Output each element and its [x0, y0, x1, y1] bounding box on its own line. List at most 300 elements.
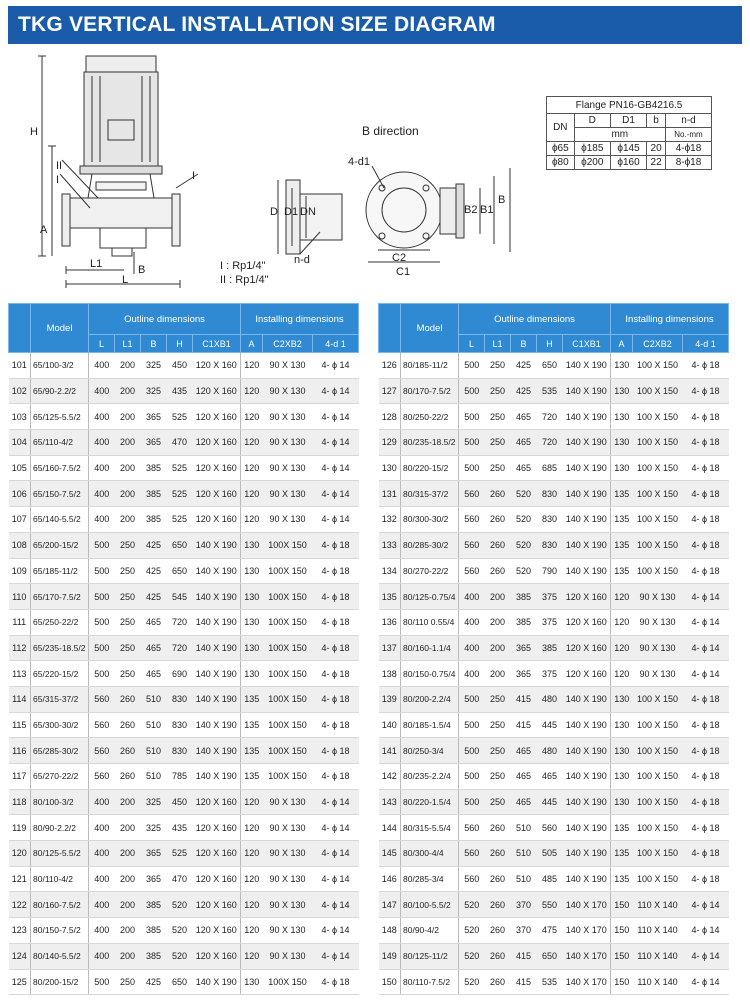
- dimension-cell: 4- ϕ 18: [313, 558, 359, 584]
- dimension-cell: 500: [459, 789, 485, 815]
- model-cell: 80/150-0.75/4: [401, 661, 459, 687]
- model-cell: 80/160-7.5/2: [31, 892, 89, 918]
- dimension-cell: 510: [141, 686, 167, 712]
- dimension-cell: 720: [537, 430, 563, 456]
- dimension-cell: 260: [485, 969, 511, 995]
- dimension-cell: 470: [167, 866, 193, 892]
- dimension-cell: 120 X 160: [193, 507, 241, 533]
- dimension-cell: 110 X 140: [633, 943, 683, 969]
- model-cell: 65/170-7.5/2: [31, 584, 89, 610]
- dimension-cell: 385: [141, 918, 167, 944]
- table-row: [379, 532, 729, 558]
- table-row: [9, 738, 359, 764]
- dimension-cell: 200: [115, 815, 141, 841]
- flange-col-d: D: [574, 114, 610, 128]
- dimension-cell: 325: [141, 815, 167, 841]
- dimension-cell: 110 X 140: [633, 892, 683, 918]
- installation-diagram: [0, 48, 750, 296]
- dimension-cell: 200: [115, 404, 141, 430]
- dimension-cell: 4- ϕ 14: [683, 661, 729, 687]
- dimension-cell: 525: [167, 507, 193, 533]
- dimension-cell: 560: [459, 866, 485, 892]
- model-cell: 80/110-4/2: [31, 866, 89, 892]
- row-number: 148: [379, 918, 401, 944]
- dimension-cell: 510: [511, 866, 537, 892]
- table-row: [379, 686, 729, 712]
- dimension-cell: 415: [511, 969, 537, 995]
- dimension-cell: 130: [241, 558, 263, 584]
- dimension-cell: 135: [241, 764, 263, 790]
- dimension-cell: 400: [89, 918, 115, 944]
- dimension-cell: 520: [511, 532, 537, 558]
- dimension-cell: 260: [485, 481, 511, 507]
- header-A: A: [611, 335, 633, 353]
- model-cell: 80/315-37/2: [401, 481, 459, 507]
- dimension-cell: 135: [241, 712, 263, 738]
- model-cell: 65/235-18.5/2: [31, 635, 89, 661]
- dimension-cell: 140 X 190: [563, 532, 611, 558]
- flange-cell: ϕ200: [574, 156, 610, 170]
- dimension-cell: 400: [89, 430, 115, 456]
- header-B: B: [141, 335, 167, 353]
- header-L: L: [89, 335, 115, 353]
- dimension-cell: 470: [167, 430, 193, 456]
- table-row: [9, 532, 359, 558]
- dimension-cell: 500: [89, 558, 115, 584]
- dimension-cell: 365: [141, 430, 167, 456]
- table-row: [379, 764, 729, 790]
- dimension-cell: 4- ϕ 18: [313, 969, 359, 995]
- dimension-cell: 130: [611, 789, 633, 815]
- dimension-cell: 90 X 130: [263, 481, 313, 507]
- dimension-cell: 4- ϕ 18: [313, 738, 359, 764]
- dimension-cell: 400: [89, 841, 115, 867]
- dimension-cell: 120 X 160: [563, 661, 611, 687]
- dimension-cell: 560: [459, 532, 485, 558]
- dimension-cell: 830: [167, 738, 193, 764]
- dimension-cell: 130: [611, 455, 633, 481]
- table-body-left: [9, 353, 359, 995]
- dimension-cell: 120: [241, 789, 263, 815]
- pump-drawing: [0, 48, 750, 296]
- table-row: [379, 789, 729, 815]
- model-cell: 80/185-1.5/4: [401, 712, 459, 738]
- table-row: [379, 943, 729, 969]
- flange-col-b: b: [647, 114, 666, 128]
- dimension-cell: 90 X 130: [263, 507, 313, 533]
- dimension-cell: 140 X 190: [563, 789, 611, 815]
- model-cell: 80/90-2.2/2: [31, 815, 89, 841]
- dim-DN: DN: [300, 206, 316, 218]
- dimension-cell: 510: [141, 712, 167, 738]
- dimension-cell: 560: [89, 738, 115, 764]
- dimension-cell: 830: [167, 686, 193, 712]
- dimension-cell: 650: [537, 353, 563, 379]
- dimension-cell: 480: [537, 738, 563, 764]
- dimension-cell: 450: [167, 353, 193, 379]
- dimension-cell: 400: [459, 635, 485, 661]
- dimension-cell: 500: [459, 404, 485, 430]
- dimension-cell: 100 X 150: [633, 455, 683, 481]
- dimension-cell: 130: [241, 661, 263, 687]
- dimension-cell: 120 X 160: [193, 918, 241, 944]
- dimension-cell: 400: [89, 481, 115, 507]
- page-title: TKG VERTICAL INSTALLATION SIZE DIAGRAM: [18, 13, 496, 36]
- dimension-cell: 365: [141, 866, 167, 892]
- dimension-cell: 100 X 150: [633, 558, 683, 584]
- dimension-cell: 465: [511, 404, 537, 430]
- table-row: [379, 404, 729, 430]
- dimension-cell: 140 X 190: [193, 635, 241, 661]
- table-row: [9, 378, 359, 404]
- dimension-cell: 140 X 190: [563, 712, 611, 738]
- dimension-cell: 450: [167, 789, 193, 815]
- dimension-cell: 130: [611, 353, 633, 379]
- model-cell: 80/100-3/2: [31, 789, 89, 815]
- dimension-cell: 250: [115, 584, 141, 610]
- model-cell: 65/160-7.5/2: [31, 455, 89, 481]
- dimension-cell: 90 X 130: [263, 378, 313, 404]
- dimension-cell: 130: [611, 764, 633, 790]
- dimension-cell: 140 X 190: [563, 430, 611, 456]
- table-row: [379, 507, 729, 533]
- dimension-cell: 4- ϕ 18: [313, 661, 359, 687]
- dimension-cell: 90 X 130: [263, 918, 313, 944]
- header-C1XB1: C1XB1: [563, 335, 611, 353]
- dimension-cell: 4- ϕ 18: [313, 609, 359, 635]
- model-cell: 65/110-4/2: [31, 430, 89, 456]
- dimension-cell: 425: [511, 353, 537, 379]
- dimension-cell: 4- ϕ 18: [683, 866, 729, 892]
- flange-col-nd: n-d: [666, 114, 712, 128]
- dim-A: A: [40, 224, 48, 236]
- dimension-cell: 790: [537, 558, 563, 584]
- dimension-cell: 135: [611, 558, 633, 584]
- model-cell: 80/110-7.5/2: [401, 969, 459, 995]
- table-row: [379, 378, 729, 404]
- dimension-cell: 120: [611, 609, 633, 635]
- dimension-cell: 120: [241, 918, 263, 944]
- dimension-cell: 90 X 130: [633, 609, 683, 635]
- dimension-cell: 500: [459, 455, 485, 481]
- dimension-cell: 100X 150: [263, 558, 313, 584]
- dimension-cell: 425: [141, 969, 167, 995]
- table-row: [379, 609, 729, 635]
- dimension-cell: 140 X 190: [193, 661, 241, 687]
- table-row: [9, 943, 359, 969]
- flange-cell: 8-ϕ18: [666, 156, 712, 170]
- dimension-cell: 100 X 150: [633, 712, 683, 738]
- dimension-cell: 500: [459, 353, 485, 379]
- dimension-cell: 830: [537, 532, 563, 558]
- row-number: 106: [9, 481, 31, 507]
- dimension-cell: 400: [89, 507, 115, 533]
- dim-D: D: [270, 206, 278, 218]
- dimension-cell: 400: [459, 609, 485, 635]
- dimension-cell: 100 X 150: [633, 789, 683, 815]
- dimension-cell: 4- ϕ 18: [313, 635, 359, 661]
- dimension-cell: 4- ϕ 14: [313, 789, 359, 815]
- dimension-cell: 4- ϕ 14: [313, 353, 359, 379]
- dimension-cell: 4- ϕ 18: [683, 686, 729, 712]
- dimension-cell: 465: [511, 455, 537, 481]
- row-number: 118: [9, 789, 31, 815]
- dimension-cell: 135: [611, 507, 633, 533]
- dimension-cell: 120: [241, 430, 263, 456]
- dimension-cell: 250: [485, 789, 511, 815]
- dimension-cell: 375: [537, 609, 563, 635]
- row-number: 135: [379, 584, 401, 610]
- table-row: [9, 353, 359, 379]
- dimension-cell: 250: [485, 455, 511, 481]
- model-cell: 80/315-5.5/4: [401, 815, 459, 841]
- model-cell: 80/150-7.5/2: [31, 918, 89, 944]
- model-cell: 65/300-30/2: [31, 712, 89, 738]
- dimension-cell: 4- ϕ 14: [313, 507, 359, 533]
- row-number: 130: [379, 455, 401, 481]
- row-number: 114: [9, 686, 31, 712]
- dimension-cell: 260: [485, 507, 511, 533]
- dimension-cell: 150: [611, 943, 633, 969]
- dimension-cell: 4- ϕ 18: [683, 378, 729, 404]
- dimension-cell: 400: [459, 584, 485, 610]
- dimension-cell: 120 X 160: [193, 404, 241, 430]
- dimension-cell: 4- ϕ 14: [683, 892, 729, 918]
- dimension-cell: 830: [167, 712, 193, 738]
- table-row: [9, 841, 359, 867]
- model-cell: 80/200-15/2: [31, 969, 89, 995]
- dimension-cell: 375: [537, 584, 563, 610]
- dimension-cell: 250: [485, 430, 511, 456]
- dimension-cell: 260: [115, 764, 141, 790]
- dimension-cell: 120 X 160: [193, 353, 241, 379]
- dimension-cell: 720: [167, 635, 193, 661]
- dimension-cell: 4- ϕ 18: [683, 353, 729, 379]
- header-model: Model: [31, 304, 89, 353]
- dimension-cell: 150: [611, 969, 633, 995]
- dimension-cell: 465: [511, 789, 537, 815]
- dimension-cell: 90 X 130: [263, 841, 313, 867]
- dimension-cell: 535: [537, 969, 563, 995]
- dimension-cell: 4- ϕ 18: [683, 558, 729, 584]
- dimension-cell: 140 X 190: [563, 686, 611, 712]
- dimension-cell: 365: [511, 661, 537, 687]
- dimension-cell: 260: [485, 918, 511, 944]
- dimension-cell: 120 X 160: [193, 378, 241, 404]
- dimension-cell: 250: [485, 404, 511, 430]
- table-row: [379, 481, 729, 507]
- dimension-cell: 400: [89, 943, 115, 969]
- dimension-cell: 385: [141, 507, 167, 533]
- model-cell: 80/125-5.5/2: [31, 841, 89, 867]
- dimension-cell: 4- ϕ 14: [313, 918, 359, 944]
- dimension-cell: 480: [537, 686, 563, 712]
- dimension-cell: 4- ϕ 18: [683, 738, 729, 764]
- dimension-cell: 4- ϕ 18: [683, 455, 729, 481]
- dimension-cell: 500: [89, 532, 115, 558]
- dimension-cell: 4- ϕ 14: [683, 635, 729, 661]
- dimension-cell: 90 X 130: [633, 584, 683, 610]
- dimension-cell: 135: [611, 841, 633, 867]
- dimension-cell: 140 X 190: [193, 738, 241, 764]
- model-cell: 65/220-15/2: [31, 661, 89, 687]
- dimension-cell: 535: [537, 378, 563, 404]
- label-II: II: [56, 160, 63, 172]
- dimension-cell: 100X 150: [263, 969, 313, 995]
- row-number: 101: [9, 353, 31, 379]
- row-number: 119: [9, 815, 31, 841]
- dimension-cell: 415: [511, 943, 537, 969]
- dimension-cell: 465: [537, 764, 563, 790]
- dimension-cell: 200: [115, 918, 141, 944]
- dimension-cell: 4- ϕ 18: [313, 532, 359, 558]
- dimension-cell: 130: [611, 738, 633, 764]
- dimension-cell: 510: [141, 764, 167, 790]
- dimension-cell: 120 X 160: [193, 455, 241, 481]
- dimension-cell: 560: [89, 712, 115, 738]
- model-cell: 80/140-5.5/2: [31, 943, 89, 969]
- dimension-cell: 200: [115, 943, 141, 969]
- table-row: [9, 507, 359, 533]
- dimension-cell: 120: [241, 866, 263, 892]
- dimension-cell: 560: [459, 507, 485, 533]
- row-number: 108: [9, 532, 31, 558]
- dimension-cell: 100X 150: [263, 764, 313, 790]
- dimension-cell: 650: [167, 558, 193, 584]
- row-number: 123: [9, 918, 31, 944]
- dimension-cell: 140 X 190: [563, 841, 611, 867]
- model-cell: 80/235-18.5/2: [401, 430, 459, 456]
- dimension-cell: 200: [115, 892, 141, 918]
- dimension-cell: 100X 150: [263, 584, 313, 610]
- dimension-cell: 435: [167, 815, 193, 841]
- dimension-cell: 135: [611, 815, 633, 841]
- dimension-cell: 365: [511, 635, 537, 661]
- dimension-cell: 560: [459, 841, 485, 867]
- dimension-cell: 90 X 130: [263, 353, 313, 379]
- model-cell: 65/125-5.5/2: [31, 404, 89, 430]
- dimension-cell: 720: [537, 404, 563, 430]
- table-row: [9, 661, 359, 687]
- table-row: [9, 969, 359, 995]
- model-cell: 65/285-30/2: [31, 738, 89, 764]
- row-number: 138: [379, 661, 401, 687]
- row-number: 140: [379, 712, 401, 738]
- dimension-cell: 250: [485, 353, 511, 379]
- dimension-cell: 120 X 160: [563, 584, 611, 610]
- flange-cell: ϕ185: [574, 142, 610, 156]
- row-number: 128: [379, 404, 401, 430]
- model-cell: 80/220-15/2: [401, 455, 459, 481]
- dimension-cell: 500: [459, 764, 485, 790]
- dimension-cell: 500: [459, 738, 485, 764]
- row-number: 149: [379, 943, 401, 969]
- dimension-cell: 690: [167, 661, 193, 687]
- dimension-cell: 370: [511, 918, 537, 944]
- model-cell: 65/185-11/2: [31, 558, 89, 584]
- dim-C2: C2: [392, 252, 407, 264]
- dimension-cell: 200: [115, 378, 141, 404]
- dimension-cell: 100X 150: [263, 661, 313, 687]
- dimensions-table-right: [378, 303, 729, 995]
- flange-cell: ϕ65: [547, 142, 575, 156]
- dimension-cell: 140 X 170: [563, 892, 611, 918]
- table-row: [9, 430, 359, 456]
- dimension-cell: 260: [485, 892, 511, 918]
- dimension-cell: 140 X 190: [563, 378, 611, 404]
- row-number: 104: [9, 430, 31, 456]
- header-4d1: 4-d 1: [313, 335, 359, 353]
- dimension-cell: 4- ϕ 14: [313, 455, 359, 481]
- table-row: [379, 918, 729, 944]
- table-body-right: [379, 353, 729, 995]
- dimension-cell: 400: [89, 378, 115, 404]
- dimension-cell: 385: [511, 609, 537, 635]
- model-cell: 80/270-22/2: [401, 558, 459, 584]
- header-installing: Installing dimensions: [241, 304, 359, 335]
- model-cell: 80/200-2.2/4: [401, 686, 459, 712]
- dimension-cell: 250: [115, 635, 141, 661]
- model-cell: 80/300-4/4: [401, 841, 459, 867]
- row-number: 133: [379, 532, 401, 558]
- dimension-cell: 120: [241, 481, 263, 507]
- dimension-cell: 150: [611, 918, 633, 944]
- dimension-cell: 120 X 160: [193, 481, 241, 507]
- dim-L: L: [122, 274, 129, 286]
- model-cell: 80/125-0.75/4: [401, 584, 459, 610]
- dimension-cell: 140 X 190: [563, 353, 611, 379]
- dimension-cell: 140 X 190: [193, 764, 241, 790]
- dimension-cell: 100 X 150: [633, 866, 683, 892]
- dimension-cell: 520: [459, 918, 485, 944]
- dimension-cell: 260: [485, 532, 511, 558]
- model-cell: 80/300-30/2: [401, 507, 459, 533]
- row-number: 142: [379, 764, 401, 790]
- b-direction-label: B direction: [362, 124, 419, 138]
- dimension-cell: 465: [511, 430, 537, 456]
- dimension-cell: 520: [511, 558, 537, 584]
- dimension-cell: 500: [89, 969, 115, 995]
- dimension-cell: 100X 150: [263, 712, 313, 738]
- dimension-cell: 365: [141, 404, 167, 430]
- dimension-cell: 560: [459, 558, 485, 584]
- dimension-cell: 140 X 170: [563, 943, 611, 969]
- dimension-cell: 4- ϕ 18: [313, 764, 359, 790]
- dimension-cell: 385: [141, 455, 167, 481]
- dimension-cell: 435: [167, 378, 193, 404]
- flange-cell: 4-ϕ18: [666, 142, 712, 156]
- dimension-cell: 415: [511, 712, 537, 738]
- row-number: 113: [9, 661, 31, 687]
- dimension-cell: 400: [89, 815, 115, 841]
- dimension-cell: 510: [141, 738, 167, 764]
- dimension-cell: 100 X 150: [633, 532, 683, 558]
- model-cell: 65/140-5.5/2: [31, 507, 89, 533]
- dimension-cell: 140 X 190: [563, 404, 611, 430]
- dimension-cell: 250: [485, 378, 511, 404]
- header-installing: Installing dimensions: [611, 304, 729, 335]
- row-number: 147: [379, 892, 401, 918]
- dimension-cell: 120 X 160: [193, 866, 241, 892]
- row-number: 145: [379, 841, 401, 867]
- row-number: 102: [9, 378, 31, 404]
- dimension-cell: 120 X 160: [563, 635, 611, 661]
- dimension-cell: 130: [611, 378, 633, 404]
- dimension-cell: 510: [511, 841, 537, 867]
- dimension-cell: 100X 150: [263, 738, 313, 764]
- dimension-cell: 260: [485, 558, 511, 584]
- dimension-cell: 560: [459, 815, 485, 841]
